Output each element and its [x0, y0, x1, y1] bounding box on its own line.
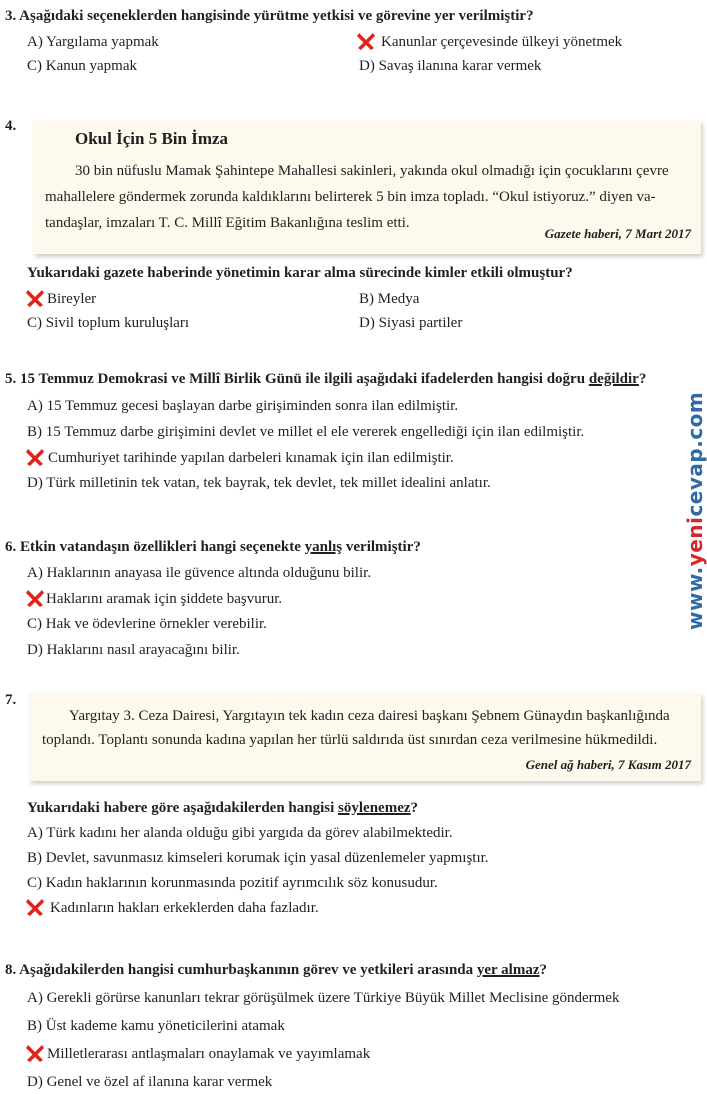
news-line-1: Yargıtay 3. Ceza Dairesi, Yargıtayın tek kadın ceza dairesi başkanı Şebnem Günaydın başkanlığında	[69, 708, 670, 724]
wrong-mark-icon	[25, 897, 45, 917]
wrong-mark-icon	[25, 588, 45, 608]
wrong-mark-icon	[25, 447, 45, 467]
negation-word: söylenemez	[338, 800, 411, 816]
question-4-number: 4.	[5, 118, 17, 134]
question-7-stem: Yukarıdaki habere göre aşağıdakilerden hangisi söylenemez?	[27, 800, 419, 816]
question-6-option-d[interactable]: D) Haklarını nasıl arayacağını bilir.	[27, 642, 240, 658]
news-line-3: tandaşlar, imzaları T. C. Millî Eğitim Bakanlığına teslim etti.	[45, 215, 410, 231]
negation-word: değildir	[588, 371, 639, 387]
question-4-stem: Yukarıdaki gazete haberinde yönetimin karar alma sürecinde kimler etkili olmuştur?	[27, 265, 573, 281]
question-3-stem: 3. Aşağıdaki seçeneklerden hangisinde yürütme yetkisi ve görevine yer verilmiştir?	[5, 8, 534, 24]
wrong-mark-icon	[25, 1043, 45, 1063]
negation-word: yer almaz	[476, 962, 540, 978]
news-title: Okul İçin 5 Bin İmza	[75, 129, 229, 148]
question-4-option-c[interactable]: C) Sivil toplum kuruluşları	[27, 315, 190, 331]
question-8-option-c[interactable]: Milletlerarası antlaşmaları onaylamak ve yayımlamak	[47, 1046, 371, 1062]
question-6-option-a[interactable]: A) Haklarının anayasa ile güvence altında olduğunu bilir.	[27, 565, 372, 581]
question-7-option-d[interactable]: Kadınların hakları erkeklerden daha fazladır.	[50, 900, 319, 916]
question-7-option-a[interactable]: A) Türk kadını her alanda olduğu gibi yargıda da görev alabilmektedir.	[27, 825, 453, 841]
watermark-url: www.yenicevap.com	[683, 391, 707, 630]
question-7-number: 7.	[5, 692, 17, 708]
negation-word: yanlış	[304, 539, 343, 555]
question-3-option-d[interactable]: D) Savaş ilanına karar vermek	[359, 58, 542, 74]
news-box	[29, 693, 701, 781]
wrong-mark-icon	[356, 31, 376, 51]
question-6-stem: 6. Etkin vatandaşın özellikleri hangi seçenekte yanlış verilmiştir?	[5, 539, 421, 555]
question-8-option-a[interactable]: A) Gerekli görürse kanunları tekrar görüşülmek üzere Türkiye Büyük Millet Meclisine göndermek	[27, 990, 620, 1006]
question-5-option-b[interactable]: B) 15 Temmuz darbe girişimini devlet ve millet el ele vererek engellediği için ilan edilmiştir.	[27, 424, 585, 440]
question-4-option-b[interactable]: B) Medya	[359, 291, 420, 307]
question-8-option-d[interactable]: D) Genel ve özel af ilanına karar vermek	[27, 1074, 273, 1090]
news-line-2: toplandı. Toplantı sonunda kadına yapılan her türlü saldırıda üst sınırdan ceza verilmesine hükmedildi.	[42, 732, 658, 748]
question-5-option-a[interactable]: A) 15 Temmuz gecesi başlayan darbe girişiminden sonra ilan edilmiştir.	[27, 398, 459, 414]
question-3-option-c[interactable]: C) Kanun yapmak	[27, 58, 137, 74]
question-3-option-b[interactable]: Kanunlar çerçevesinde ülkeyi yönetmek	[381, 34, 623, 50]
question-7-option-b[interactable]: B) Devlet, savunmasız kimseleri korumak için yasal düzenlemeler yapmıştır.	[27, 850, 489, 866]
question-5-stem: 5. 15 Temmuz Demokrasi ve Millî Birlik Günü ile ilgili aşağıdaki ifadelerden hangisi doğru değildir?	[5, 371, 647, 387]
news-line-1: 30 bin nüfuslu Mamak Şahintepe Mahallesi sakinleri, yakında okul olmadığı için çocuklarını çevre	[75, 163, 669, 179]
question-5-option-c[interactable]: Cumhuriyet tarihinde yapılan darbeleri kınamak için ilan edilmiştir.	[48, 450, 454, 466]
question-6-option-b[interactable]: Haklarını aramak için şiddete başvurur.	[46, 591, 283, 607]
news-source: Genel ağ haberi, 7 Kasım 2017	[525, 757, 691, 772]
question-3-option-a[interactable]: A) Yargılama yapmak	[27, 34, 159, 50]
wrong-mark-icon	[25, 288, 45, 308]
question-8-option-b[interactable]: B) Üst kademe kamu yöneticilerini atamak	[27, 1018, 285, 1034]
question-5-option-d[interactable]: D) Türk milletinin tek vatan, tek bayrak, tek devlet, tek millet idealini anlatır.	[27, 475, 491, 491]
news-box	[33, 120, 701, 254]
news-line-2: mahallelere göndermek zorunda kaldıklarını belirterek 5 bin imza topladı. “Okul istiyoruz.” diyen va-	[45, 189, 656, 205]
news-source: Gazete haberi, 7 Mart 2017	[544, 226, 691, 241]
question-7-option-c[interactable]: C) Kadın haklarının korunmasında pozitif ayrımcılık söz konusudur.	[27, 875, 438, 891]
question-4-option-d[interactable]: D) Siyasi partiler	[359, 315, 463, 331]
question-8-stem: 8. Aşağıdakilerden hangisi cumhurbaşkanının görev ve yetkileri arasında yer almaz?	[5, 962, 548, 978]
question-6-option-c[interactable]: C) Hak ve ödevlerine örnekler verebilir.	[27, 616, 267, 632]
question-4-option-a[interactable]: Bireyler	[47, 291, 97, 307]
